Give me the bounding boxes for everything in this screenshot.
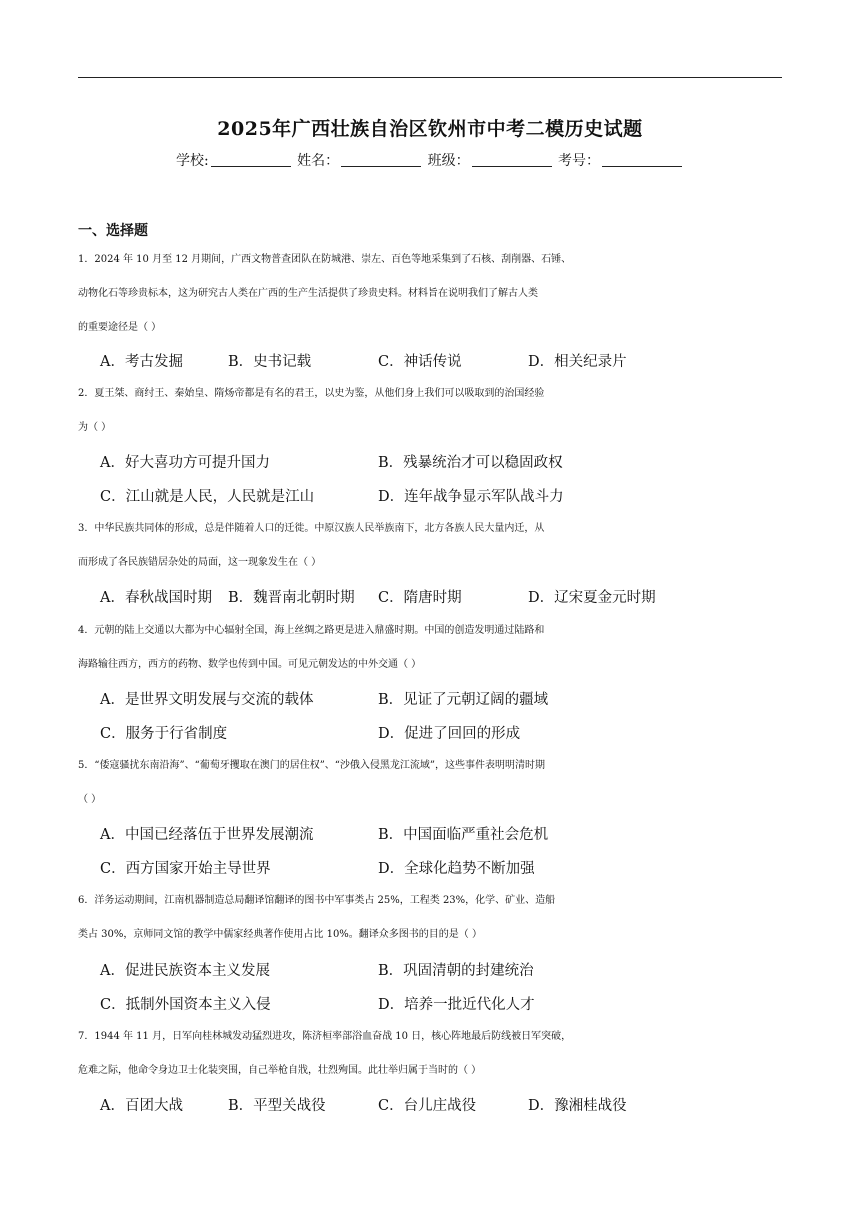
student-info-line: [0, 150, 860, 170]
name-blank[interactable]: [341, 152, 421, 167]
question-5-option-b[interactable]: B．中国面临严重社会危机: [378, 827, 549, 843]
question-4-option-a[interactable]: A．是世界文明发展与交流的载体: [100, 692, 314, 708]
question-6-option-c[interactable]: C．抵制外国资本主义入侵: [100, 997, 271, 1013]
question-2-option-d[interactable]: D．连年战争显示军队战斗力: [378, 489, 564, 505]
question-7-option-c[interactable]: C．台儿庄战役: [378, 1098, 477, 1114]
question-1-option-a[interactable]: A．考古发掘: [100, 354, 183, 370]
number-label: 考号：: [558, 153, 601, 169]
question-1-line-3: 的重要途径是（ ）: [78, 322, 162, 333]
number-blank[interactable]: [602, 152, 682, 167]
question-3-line-1: 3．中华民族共同体的形成，总是伴随着人口的迁徙。中原汉族人民举族南下，北方各族人民大量内迁，从: [78, 523, 545, 534]
question-5-line-2: （ ）: [78, 794, 102, 805]
question-2-option-b[interactable]: B．残暴统治才可以稳固政权: [378, 455, 563, 471]
question-4-option-d[interactable]: D．促进了回回的形成: [378, 726, 521, 742]
question-5-option-d[interactable]: D．全球化趋势不断加强: [378, 861, 535, 877]
question-6-option-b[interactable]: B．巩固清朝的封建统治: [378, 963, 534, 979]
question-6-line-1: 6．洋务运动期间，江南机器制造总局翻译馆翻译的图书中军事类占 25%，工程类 23%，化学、矿业、造船: [78, 895, 556, 906]
question-3-option-b[interactable]: B．魏晋南北朝时期: [228, 590, 355, 606]
question-7-option-b[interactable]: B．平型关战役: [228, 1098, 326, 1114]
question-3-option-d[interactable]: D．辽宋夏金元时期: [528, 590, 656, 606]
question-7-option-a[interactable]: A．百团大战: [100, 1098, 183, 1114]
question-1-option-b[interactable]: B．史书记载: [228, 354, 312, 370]
question-6-option-d[interactable]: D．培养一批近代化人才: [378, 997, 535, 1013]
class-label: 班级：: [427, 153, 470, 169]
question-2-option-a[interactable]: A．好大喜功方可提升国力: [100, 455, 270, 471]
school-blank[interactable]: [211, 152, 291, 167]
question-4-line-1: 4．元朝的陆上交通以大都为中心辐射全国，海上丝绸之路更是进入鼎盛时期。中国的创造发明通过陆路和: [78, 625, 545, 636]
question-6-line-2: 类占 30%，京师同文馆的教学中儒家经典著作使用占比 10%。翻译众多图书的目的是（ ）: [78, 929, 482, 940]
question-4-option-c[interactable]: C．服务于行省制度: [100, 726, 228, 742]
name-label: 姓名：: [297, 153, 340, 169]
class-blank[interactable]: [472, 152, 552, 167]
question-3-option-c[interactable]: C．隋唐时期: [378, 590, 462, 606]
header-rule: [78, 77, 782, 78]
school-label: 学校:: [175, 153, 209, 169]
question-5-option-a[interactable]: A．中国已经落伍于世界发展潮流: [100, 827, 314, 843]
question-7-option-d[interactable]: D．豫湘桂战役: [528, 1098, 627, 1114]
section-heading: 一、选择题: [78, 223, 148, 239]
question-3-line-2: 而形成了各民族错居杂处的局面，这一现象发生在（ ）: [78, 557, 322, 568]
question-1-option-d[interactable]: D．相关纪录片: [528, 354, 627, 370]
exam-title: 2025年广西壮族自治区钦州市中考二模历史试题: [217, 118, 643, 140]
question-5-option-c[interactable]: C．西方国家开始主导世界: [100, 861, 271, 877]
question-2-line-1: 2．夏王桀、商纣王、秦始皇、隋炀帝都是有名的君王，以史为鉴，从他们身上我们可以吸取到的治国经验: [78, 388, 545, 399]
question-3-option-a[interactable]: A．春秋战国时期: [100, 590, 212, 606]
question-5-line-1: 5．“倭寇骚扰东南沿海”、“葡萄牙攫取在澳门的居住权”、“沙俄入侵黑龙江流域”，这些事件表明明清时期: [78, 760, 546, 771]
question-6-option-a[interactable]: A．促进民族资本主义发展: [100, 963, 270, 979]
question-7-line-1: 7．1944 年 11 月，日军向桂林城发动猛烈进攻，陈济桓率部浴血奋战 10 日，核心阵地最后防线被日军突破，: [78, 1031, 572, 1042]
question-1-line-2: 动物化石等珍贵标本，这为研究古人类在广西的生产生活提供了珍贵史料。材料旨在说明我们了解古人类: [78, 288, 538, 299]
question-4-option-b[interactable]: B．见证了元朝辽阔的疆域: [378, 692, 549, 708]
question-4-line-2: 海路输往西方，西方的药物、数学也传到中国。可见元朝发达的中外交通（ ）: [78, 659, 422, 670]
question-2-line-2: 为（ ）: [78, 422, 112, 433]
question-7-line-2: 危难之际，他命令身边卫士化装突围，自己举枪自戕，壮烈殉国。此壮举归属于当时的（ ）: [78, 1065, 482, 1076]
question-1-line-1: 1．2024 年 10 月至 12 月期间，广西文物普查团队在防城港、崇左、百色等地采集到了石核、刮削器、石锤、: [78, 254, 572, 265]
question-2-option-c[interactable]: C．江山就是人民，人民就是江山: [100, 489, 315, 505]
question-1-option-c[interactable]: C．神话传说: [378, 354, 462, 370]
